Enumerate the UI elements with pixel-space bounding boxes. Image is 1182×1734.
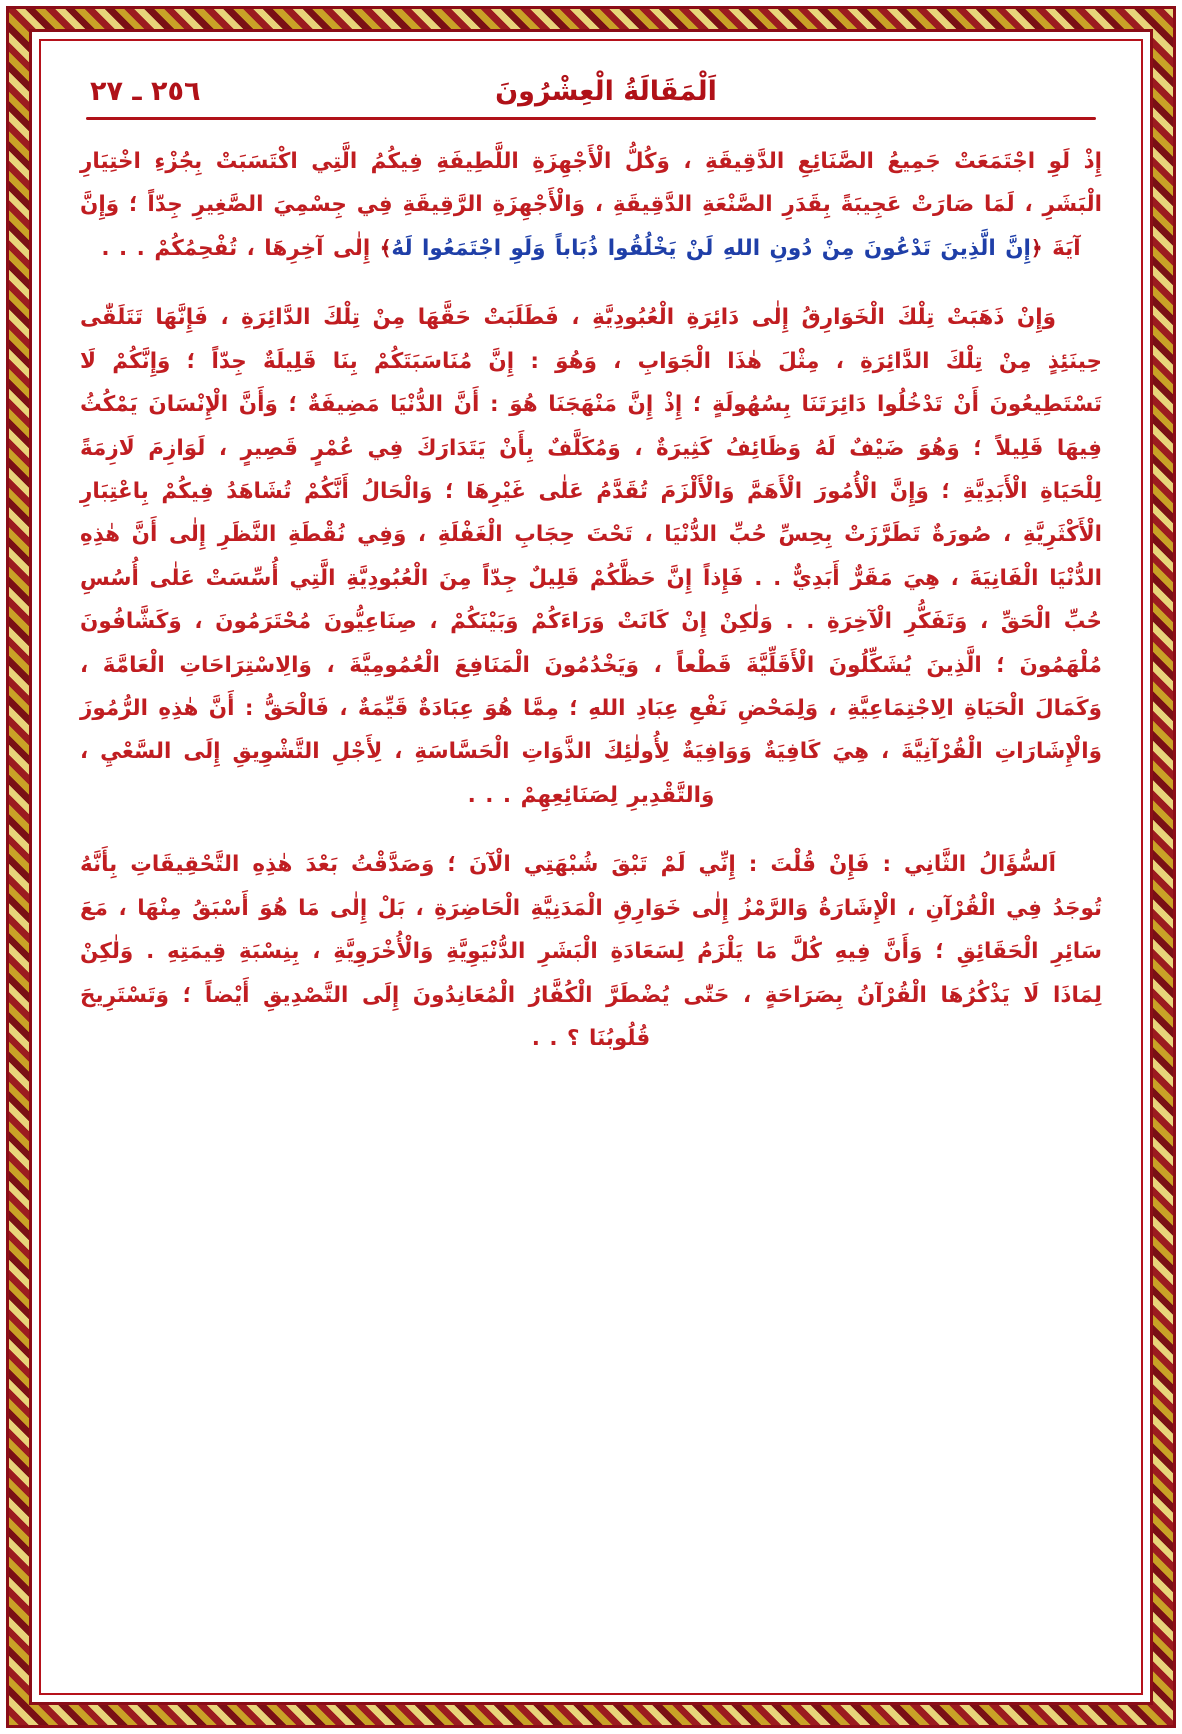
paragraph-1-text-before-quote: إِذْ لَوِ اجْتَمَعَتْ جَمِيعُ الصَّنَائِعِ الدَّقِيقَةِ ، وَكُلُّ الْأَجْهِزَةِ اللَّطِيفَةِ فِيكُمُ الَّتِي اكْتَسَبَتْ بِجُزْءِ اخْتِيَارِ الْبَشَرِ ، لَمَا صَارَتْ عَجِيبَةً بِقَدَرِ الصَّنْعَةِ الدَّقِيقَةِ ، وَالْأَجْهِزَةِ الرَّقِيقَةِ فِي جِسْمِيَ الصَّغِيرِ جِدّاً ؛ وَإِنَّ آيَةَ [80, 149, 1102, 261]
page-title: اَلْمَقَالَةُ الْعِشْرُونَ [495, 76, 717, 107]
page-header [80, 70, 1102, 107]
paragraph-1-text-after-quote: إِلٰى آخِرِهَا ، تُفْحِمُكُمْ . . . [101, 235, 371, 261]
paragraph-2: وَإِنْ ذَهَبَتْ تِلْكَ الْخَوَارِقُ إِلٰى دَائِرَةِ الْعُبُودِيَّةِ ، فَطَلَبَتْ حَقَّهَا مِنْ تِلْكَ الدَّائِرَةِ ، فَإِنَّهَا تَتَلَقّٰى حِينَئِذٍ مِنْ تِلْكَ الدَّائِرَةِ ، مِثْلَ هٰذَا الْجَوَابِ ، وَهُوَ : إِنَّ مُنَاسَبَتَكُمْ بِنَا قَلِيلَةٌ جِدّاً ؛ وَإِنَّكُمْ لَا تَسْتَطِيعُونَ أَنْ تَدْخُلُوا دَائِرَتَنَا بِسُهُولَةٍ ؛ إِذْ إِنَّ مَنْهَجَنَا هُوَ : أَنَّ الدُّنْيَا مَضِيفَةٌ ؛ وَأَنَّ الْإِنْسَانَ يَمْكُثُ فِيهَا قَلِيلاً ؛ وَهُوَ ضَيْفٌ لَهُ وَظَائِفُ كَثِيرَةٌ ، وَمُكَلَّفٌ بِأَنْ يَتَدَارَكَ فِي عُمْرٍ قَصِيرٍ ، لَوَازِمَ لَازِمَةً لِلْحَيَاةِ الْأَبَدِيَّةِ ؛ وَإِنَّ الْأُمُورَ الْأَهَمَّ وَالْأَلْزَمَ تُقَدَّمُ عَلٰى غَيْرِهَا ؛ وَالْحَالُ أَنَّكُمْ تُشَاهَدُ فِيكُمْ بِاعْتِبَارِ الْأَكْثَرِيَّةِ ، صُورَةٌ تَطَرَّزَتْ بِحِسِّ حُبِّ الدُّنْيَا ، تَحْتَ حِجَابِ الْغَفْلَةِ ، وَفِي نُقْطَةِ النَّظَرِ إِلٰى أَنَّ هٰذِهِ الدُّنْيَا الْفَانِيَةَ ، هِيَ مَقَرٌّ أَبَدِيٌّ . . فَإِذاً إِنَّ حَظَّكُمْ قَلِيلٌ جِدّاً مِنَ الْعُبُودِيَّةِ الَّتِي أُسِّسَتْ عَلٰى أُسُسِ حُبِّ الْحَقِّ ، وَتَفَكُّرِ الْآخِرَةِ . . وَلٰكِنْ إِنْ كَانَتْ وَرَاءَكُمْ وَبَيْنَكُمْ ، صِنَاعِيُّونَ مُحْتَرَمُونَ ، وَكَشَّافُونَ مُلْهَمُونَ ؛ الَّذِينَ يُشَكِّلُونَ الْأَقَلِّيَّةَ قَطْعاً ، وَيَخْدُمُونَ الْمَنَافِعَ الْعُمُومِيَّةَ ، وَالِاسْتِرَاحَاتِ الْعَامَّةَ ، وَكَمَالَ الْحَيَاةِ الِاجْتِمَاعِيَّةِ ، وَلِمَحْضِ نَفْعِ عِبَادِ اللهِ ؛ مِمَّا هُوَ عِبَادَةٌ قَيِّمَةٌ ، فَالْحَقُّ : أَنَّ هٰذِهِ الرُّمُوزَ وَالْإِشَارَاتِ الْقُرْآنِيَّةَ ، هِيَ كَافِيَةٌ وَوَافِيَةٌ لِأُولٰئِكَ الذَّوَاتِ الْحَسَّاسَةِ ، لِأَجْلِ التَّشْوِيقِ إِلَى السَّعْيِ ، وَالتَّقْدِيرِ لِصَنَائِعِهِمْ . . . [80, 305, 1102, 808]
header-rule [86, 117, 1096, 120]
quote-close-ornament-icon: ﴾ [379, 235, 392, 260]
quote-open-ornament-icon: ﴿ [1030, 235, 1043, 260]
page-number: ٢٥٦ ـ ٢٧ [90, 76, 201, 107]
paragraph-3: اَلسُّؤَالُ الثَّانِي : فَإِنْ قُلْتَ : إِنِّي لَمْ تَبْقَ شُبْهَتِي الْآنَ ؛ وَصَدَّقْتُ بَعْدَ هٰذِهِ التَّحْقِيقَاتِ بِأَنَّهُ تُوجَدُ فِي الْقُرْآنِ ، الْإِشَارَةُ وَالرَّمْزُ إِلٰى خَوَارِقِ الْمَدَنِيَّةِ الْحَاضِرَةِ ، بَلْ إِلٰى مَا هُوَ أَسْبَقُ مِنْهَا ، مَعَ سَائِرِ الْحَقَائِقِ ؛ وَأَنَّ فِيهِ كُلَّ مَا يَلْزَمُ لِسَعَادَةِ الْبَشَرِ الدُّنْيَوِيَّةِ وَالْأُخْرَوِيَّةِ ، بِنِسْبَةِ قِيمَتِهِ . وَلٰكِنْ لِمَاذَا لَا يَذْكُرُهَا الْقُرْآنُ بِصَرَاحَةٍ ، حَتّٰى يُضْطَرَّ الْكُفَّارُ الْمُعَانِدُونَ إِلَى التَّصْدِيقِ أَيْضاً ؛ وَتَسْتَرِيحَ قُلُوبُنَا ؟ . . [80, 852, 1102, 1052]
quran-quote: إِنَّ الَّذِينَ تَدْعُونَ مِنْ دُونِ اللهِ لَنْ يَخْلُقُوا ذُبَاباً وَلَوِ اجْتَمَعُوا لَهُ [391, 235, 1031, 261]
page-content [46, 46, 1136, 1688]
paragraph-1 [80, 140, 1102, 270]
